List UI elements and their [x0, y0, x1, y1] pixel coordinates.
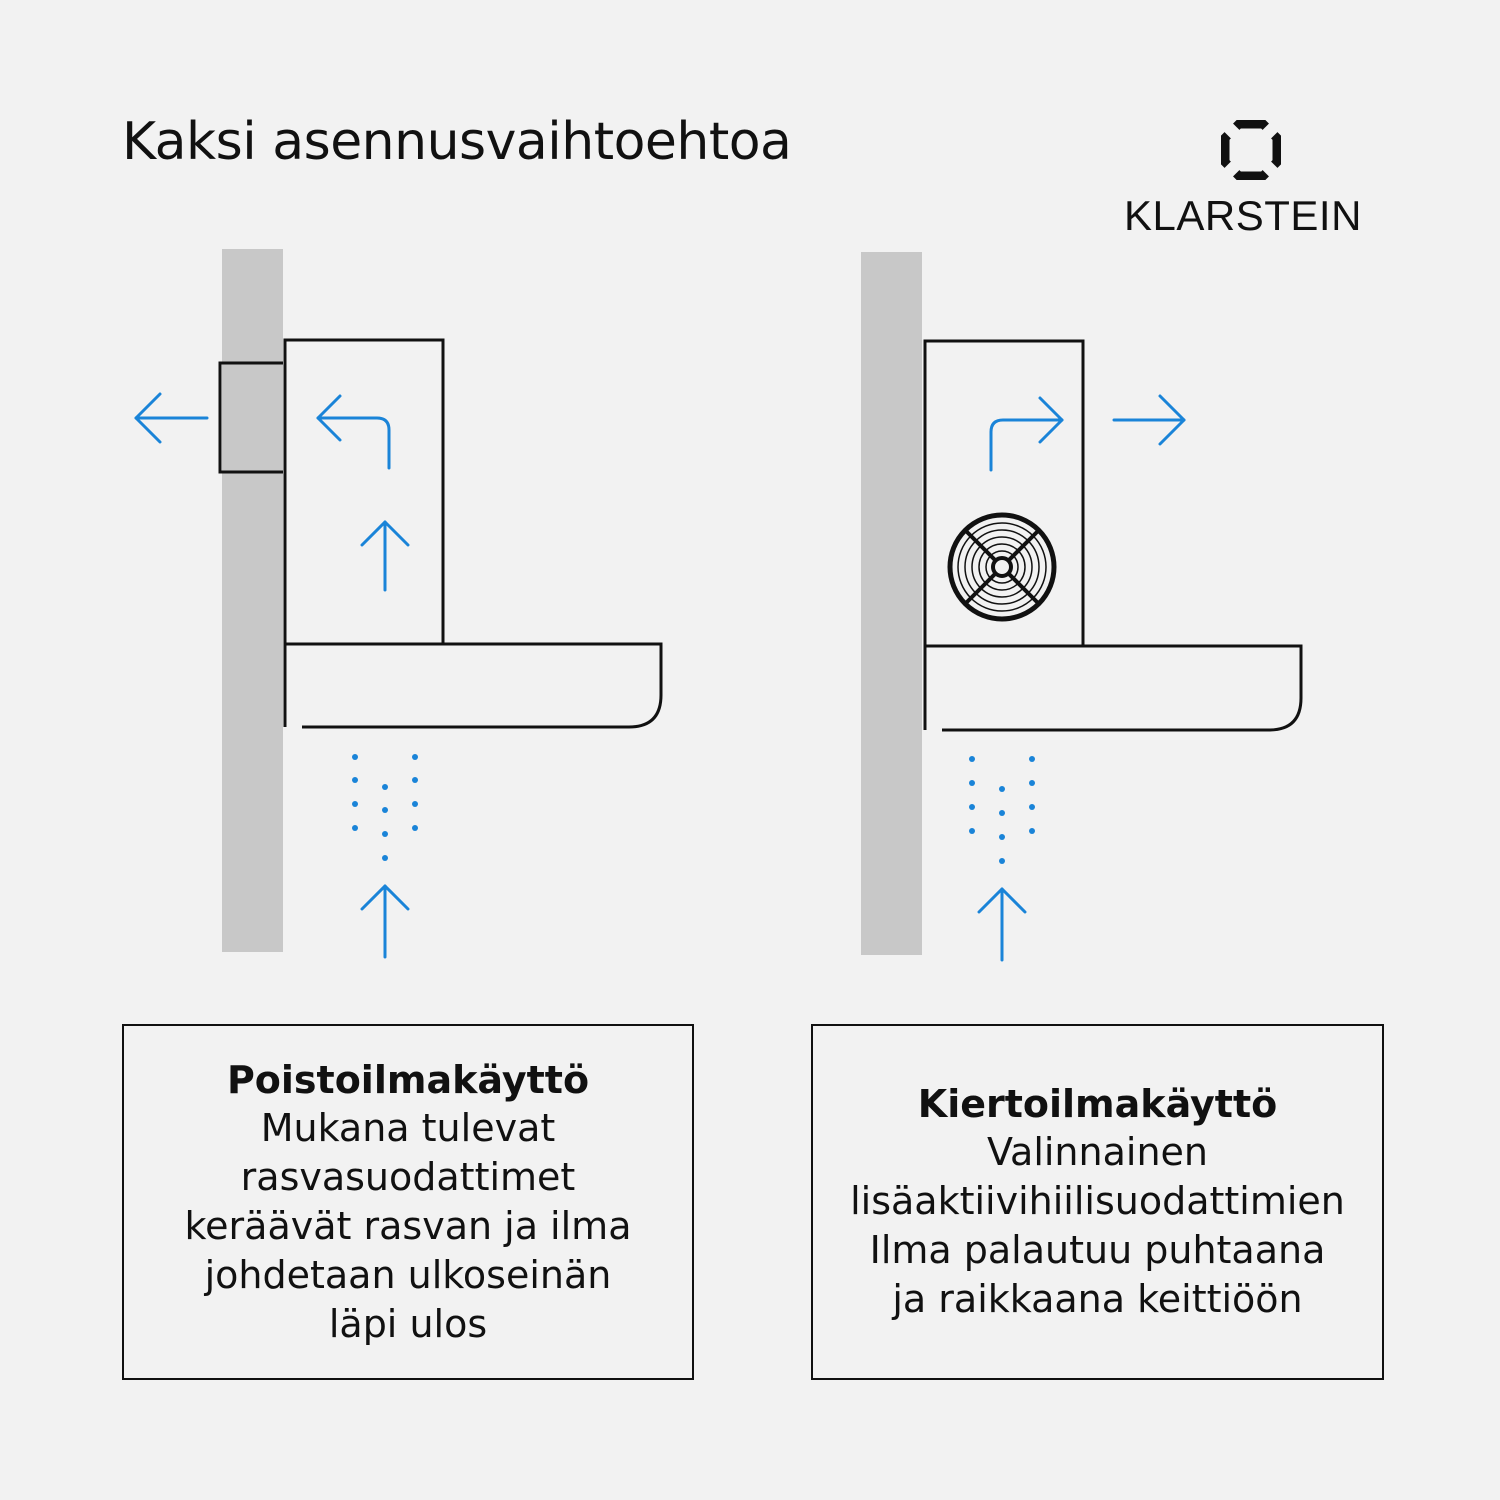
recirculation-mode-card [811, 1024, 1384, 1380]
air-dots-right [969, 756, 1035, 864]
arrow-turn-right-icon [991, 398, 1062, 470]
arrow-up-bottom-left-icon [362, 886, 408, 957]
air-dots-left [352, 754, 418, 861]
hood-canopy-right [925, 646, 1301, 730]
chimney-right [925, 341, 1083, 646]
exhaust-mode-card [122, 1024, 694, 1380]
hood-canopy-left [285, 644, 661, 727]
fan-filter-icon [950, 515, 1054, 619]
card-title: Poistoilmakäyttö [226, 1057, 590, 1102]
recirculation-mode-diagram [861, 252, 1301, 960]
card-description: Mukana tulevat rasvasuodattimet keräävät rasvan ja ilma johdetaan ulkoseinän läpi ulos [184, 1105, 632, 1346]
card-description: Valinnainen lisäaktiivihiilisuodattimien Ilma palautuu puhtaana ja raikkaana keittiöön [850, 1130, 1345, 1321]
wall-left [222, 249, 283, 952]
exhaust-mode-diagram [136, 249, 661, 957]
brand-name: KLARSTEIN [1124, 192, 1362, 239]
wall-right [861, 252, 922, 955]
chimney-left [285, 340, 443, 644]
arrow-up-bottom-right-icon [979, 889, 1025, 960]
arrow-out-right-icon [1114, 396, 1184, 444]
arrow-turn-left-icon [318, 396, 389, 468]
card-title: Kiertoilmakäyttö [917, 1082, 1278, 1126]
arrow-out-left-icon [136, 394, 207, 442]
arrow-up-chimney-icon [362, 522, 408, 590]
page-title: Kaksi asennusvaihtoehtoa [122, 112, 792, 172]
